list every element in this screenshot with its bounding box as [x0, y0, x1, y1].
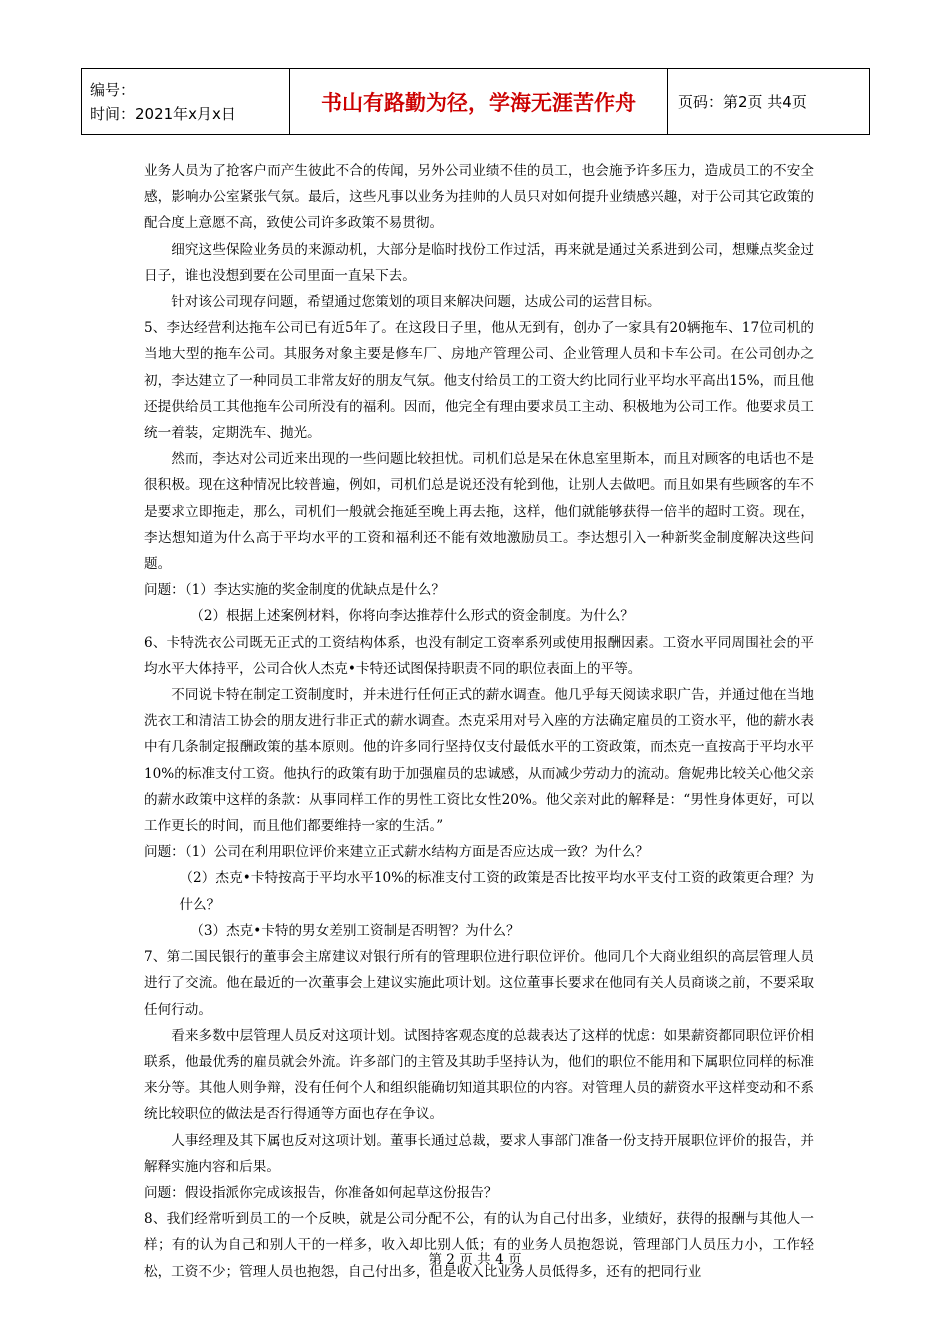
paragraph: 问题：（1）公司在利用职位评价来建立正式薪水结构方面是否应达成一致？为什么？ — [144, 844, 649, 861]
paragraph: 人事经理及其下属也反对这项计划。董事长通过总裁，要求人事部门准备一份支持开展职位评价的报告，并解释实施内容和后果。 — [144, 1132, 814, 1175]
header-motto: 书山有路勤为径，学海无涯苦作舟 — [290, 69, 668, 135]
paragraph: 问题：假设指派你完成该报告，你准备如何起草这份报告？ — [144, 1184, 498, 1201]
paragraph: （2）根据上述案例材料，你将向李达推荐什么形式的资金制度。为什么？ — [190, 608, 634, 625]
document-body — [144, 158, 814, 1285]
page-footer: 第 2 页 共 4 页 — [428, 1252, 522, 1268]
page-header — [81, 68, 870, 135]
paragraph: 5、李达经营利达拖车公司已有近5年了。在这段日子里，他从无到有，创办了一家具有20辆拖车、17位司机的当地大型的拖车公司。其服务对象主要是修车厂、房地产管理公司、企业管理人员和卡车公司。在公司创办之初，李达建立了一种同员工非常友好的朋友气氛。他支付给员工的工资大约比同行业平均水平高出15%，而且他还提供给员工其他拖车公司所没有的福利。因而，他完全有理由要求员工主动、积极地为公司工作。他要求员工统一着装，定期洗车、抛光。 — [144, 320, 814, 442]
paragraph: （3）杰克•卡特的男女差别工资制是否明智？为什么？ — [190, 922, 520, 939]
paragraph: 业务人员为了抢客户而产生彼此不合的传闻，另外公司业绩不佳的员工，也会施予许多压力，造成员工的不安全感，影响办公室紧张气氛。最后，这些凡事以业务为挂帅的人员只对如何提升业绩感兴趣，对于公司其它政策的配合度上意愿不高，致使公司许多政策不易贯彻。 — [144, 163, 814, 232]
paragraph: 看来多数中层管理人员反对这项计划。试图持客观态度的总裁表达了这样的忧虑：如果薪资都同职位评价相联系，他最优秀的雇员就会外流。许多部门的主管及其助手坚持认为，他们的职位不能用和下属职位同样的标准来分等。其他人则争辩，没有任何个人和组织能确切知道其职位的内容。对管理人员的薪资水平这样变动和不系统比较职位的做法是否行得通等方面也存在争议。 — [144, 1027, 814, 1123]
paragraph: 6、卡特洗衣公司既无正式的工资结构体系，也没有制定工资率系列或使用报酬因素。工资水平同周围社会的平均水平大体持平，公司合伙人杰克•卡特还试图保持职责不同的职位表面上的平等。 — [144, 634, 814, 677]
date-line: 时间：2021年x月x日 — [90, 104, 236, 123]
paragraph: 8、我们经常听到员工的一个反映，就是公司分配不公，有的认为自己付出多，业绩好，获得的报酬与其他人一样；有的认为自己和别人干的一样多，收入却比别人低；有的业务人员抱怨说，管理部门人员压力小，工作轻松，工资不少；管理人员也抱怨，自己付出多，但是收入比业务人员低得多，还有的把同行业 — [144, 1211, 814, 1280]
header-page-info: 页码：第2页 共4页 — [668, 69, 870, 135]
paragraph: 不同说卡特在制定工资制度时，并未进行任何正式的薪水调查。他几乎每天阅读求职广告，并通过他在当地洗衣工和清洁工协会的朋友进行非正式的薪水调查。杰克采用对号入座的方法确定雇员的工资水平，他的薪水表中有几条制定报酬政策的基本原则。他的许多同行坚持仅支付最低水平的工资政策，而杰克一直按高于平均水平10%的标准支付工资。他执行的政策有助于加强雇员的忠诚感，从而减少劳动力的流动。詹妮弗比较关心他父亲的薪水政策中这样的条款：从事同样工作的男性工资比女性20%。他父亲对此的解释是：“男性身体更好，可以工作更长的时间，而且他们都要维持一家的生活。” — [144, 687, 814, 835]
number-label: 编号： — [90, 80, 136, 99]
paragraph: 然而，李达对公司近来出现的一些问题比较担忧。司机们总是呆在休息室里斯本，而且对顾客的电话也不是很积极。现在这种情况比较普遍，例如，司机们总是说还没有轮到他，让别人去做吧。而且如果有些顾客的车不是要求立即拖走，那么，司机们一般就会拖延至晚上再去拖，这样，他们就能够获得一倍半的超时工资。现在，李达想知道为什么高于平均水平的工资和福利还不能有效地激励员工。李达想引入一种新奖金制度解决这些问题。 — [144, 451, 814, 573]
paragraph: 问题：（1）李达实施的奖金制度的优缺点是什么？ — [144, 582, 445, 599]
paragraph: （2）杰克•卡特按高于平均水平10%的标准支付工资的政策是否比按平均水平支付工资的政策更合理？为什么？ — [179, 870, 814, 913]
header-left-cell — [82, 69, 290, 135]
paragraph: 细究这些保险业务员的来源动机，大部分是临时找份工作过活，再来就是通过关系进到公司，想赚点奖金过日子，谁也没想到要在公司里面一直呆下去。 — [144, 241, 814, 284]
paragraph: 针对该公司现存问题，希望通过您策划的项目来解决问题，达成公司的运营目标。 — [171, 294, 661, 311]
paragraph: 7、第二国民银行的董事会主席建议对银行所有的管理职位进行职位评价。他同几个大商业组织的高层管理人员进行了交流。他在最近的一次董事会上建议实施此项计划。这位董事长要求在他同有关人员商谈之前，不要采取任何行动。 — [144, 949, 814, 1018]
